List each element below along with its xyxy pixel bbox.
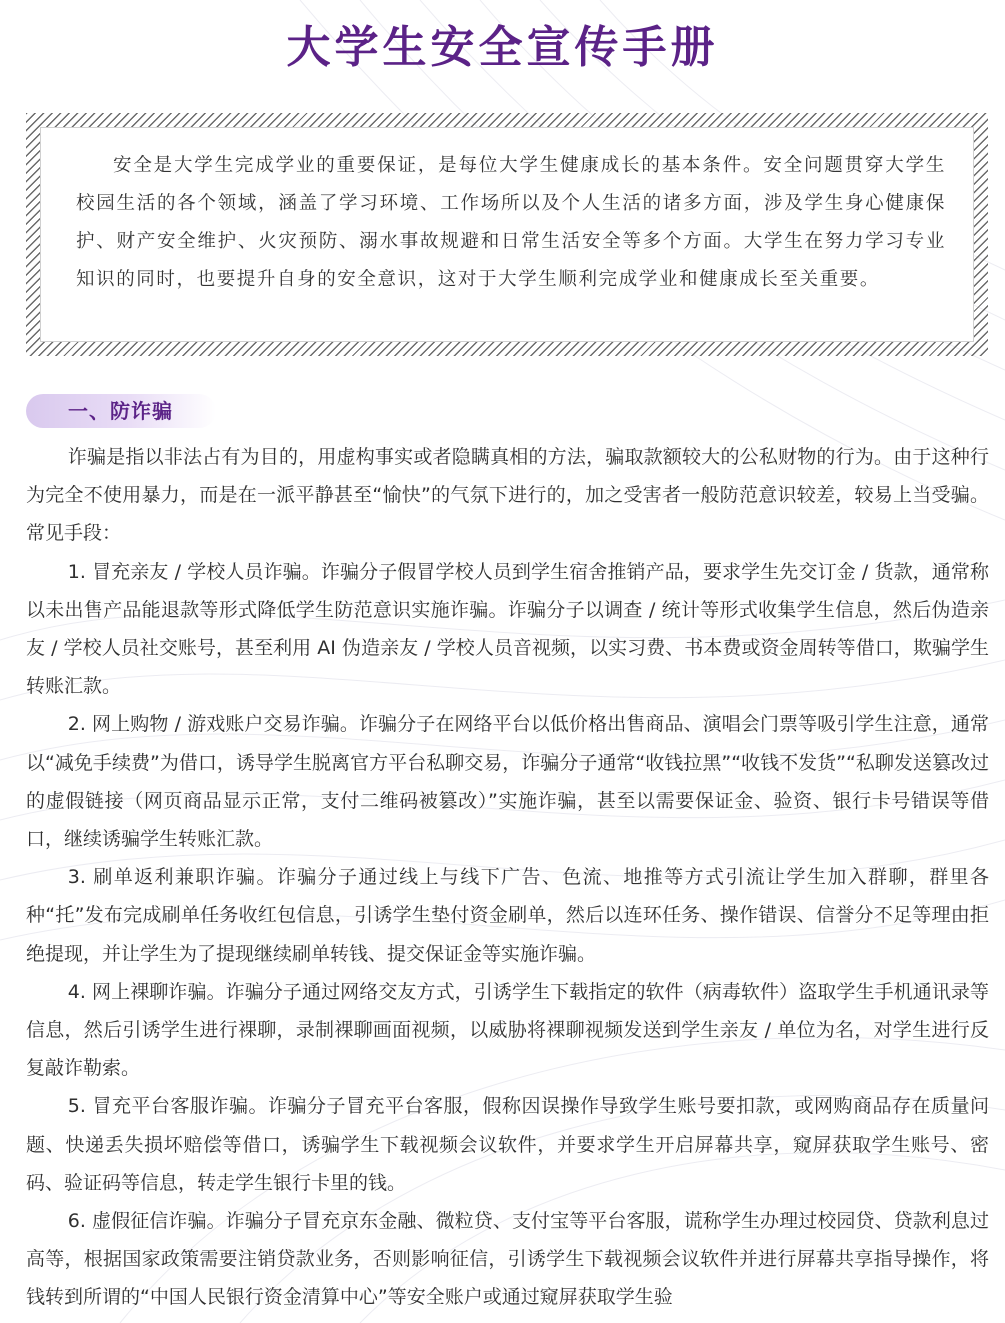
- paragraph-item-4: 4. 网上裸聊诈骗。诈骗分子通过网络交友方式，引诱学生下载指定的软件（病毒软件）盗取学生手机通讯录等信息，然后引诱学生进行裸聊，录制裸聊画面视频，以威胁将裸聊视频发送到学生亲友 / 单位为名，对学生进行反复敲诈勒索。: [26, 980, 989, 1080]
- page-title: 大学生安全宣传手册: [286, 22, 719, 73]
- paragraph-item-3: 3. 刷单返利兼职诈骗。诈骗分子通过线上与线下广告、色流、地推等方式引流让学生加入群聊，群里各种“托”发布完成刷单任务收红包信息，引诱学生垫付资金刷单，然后以连环任务、操作错误、信誉分不足等理由拒绝提现，并让学生为了提现继续刷单转钱、提交保证金等实施诈骗。: [26, 866, 989, 965]
- paragraph-item-1: 1. 冒充亲友 / 学校人员诈骗。诈骗分子假冒学校人员到学生宿舍推销产品，要求学生先交订金 / 货款，通常称以未出售产品能退款等形式降低学生防范意识实施诈骗。诈骗分子以调查 / 统计等形式收集学生信息，然后伪造亲友 / 学校人员社交账号，甚至利用 AI 伪造亲友 / 学校人员音视频，以实习费、书本费或资金周转等借口，欺骗学生转账汇款。: [26, 560, 989, 698]
- intro-box: [26, 113, 988, 356]
- paragraph-item-6: 6. 虚假征信诈骗。诈骗分子冒充京东金融、微粒贷、支付宝等平台客服，谎称学生办理过校园贷、贷款利息过高等，根据国家政策需要注销贷款业务，否则影响征信，引诱学生下载视频会议软件并进行屏幕共享指导操作，将钱转到所谓的“中国人民银行资金清算中心”等安全账户或通过窥屏获取学生验: [26, 1210, 989, 1309]
- section-heading: 一、防诈骗: [68, 399, 173, 423]
- intro-text: 安全是大学生完成学业的重要保证，是每位大学生健康成长的基本条件。安全问题贯穿大学生校园生活的各个领域，涵盖了学习环境、工作场所以及个人生活的诸多方面，涉及学生身心健康保护、财产安全维护、火灾预防、溺水事故规避和日常生活安全等多个方面。大学生在努力学习专业知识的同时，也要提升自身的安全意识，这对于大学生顺利完成学业和健康成长至关重要。: [76, 155, 946, 290]
- section-header: [26, 394, 216, 428]
- paragraph-item-5: 5. 冒充平台客服诈骗。诈骗分子冒充平台客服，假称因误操作导致学生账号要扣款，或网购商品存在质量问题、快递丢失损坏赔偿等借口，诱骗学生下载视频会议软件，并要求学生开启屏幕共享，窥屏获取学生账号、密码、验证码等信息，转走学生银行卡里的钱。: [26, 1095, 989, 1194]
- paragraph-intro: 诈骗是指以非法占有为目的，用虚构事实或者隐瞒真相的方法，骗取款额较大的公私财物的行为。由于这种行为完全不使用暴力，而是在一派平静甚至“愉快”的气氛下进行的，加之受害者一般防范意识较差，较易上当受骗。常见手段：: [26, 446, 989, 545]
- section-body: [26, 438, 989, 1317]
- paragraph-item-2: 2. 网上购物 / 游戏账户交易诈骗。诈骗分子在网络平台以低价格出售商品、演唱会门票等吸引学生注意，通常以“减免手续费”为借口，诱导学生脱离官方平台私聊交易，诈骗分子通常“收钱拉黑”“收钱不发货”“私聊发送篡改过的虚假链接（网页商品显示正常，支付二维码被篡改）”实施诈骗，甚至以需要保证金、验资、银行卡号错误等借口，继续诱骗学生转账汇款。: [26, 713, 989, 851]
